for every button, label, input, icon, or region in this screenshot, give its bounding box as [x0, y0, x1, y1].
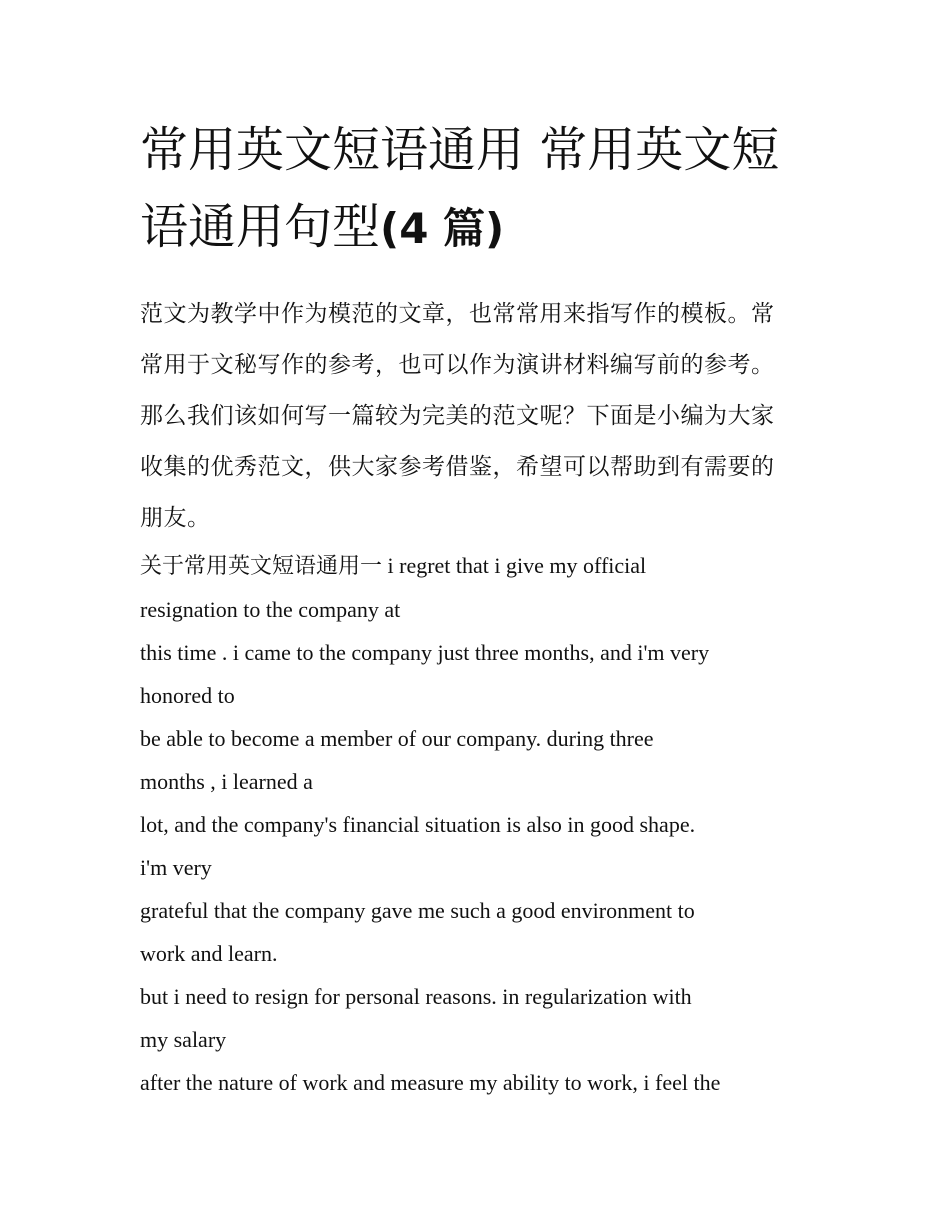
- body-line: grateful that the company gave me such a good environment to: [140, 898, 695, 923]
- body-line: this time . i came to the company just three months, and i'm very: [140, 640, 710, 665]
- title-line-1: 常用英文短语通用 常用英文短: [140, 122, 780, 178]
- body-line: months , i learned a: [140, 769, 313, 794]
- body-line: after the nature of work and measure my ability to work, i feel the: [140, 1070, 721, 1095]
- body-line: but i need to resign for personal reasons. in regularization with: [140, 984, 692, 1009]
- title-line-2-cjk: 语通用句型: [140, 199, 381, 255]
- body-line: i regret that i give my official: [382, 553, 647, 578]
- body-line: lot, and the company's financial situation is also in good shape.: [140, 812, 696, 837]
- intro-line: 朋友。: [140, 505, 211, 531]
- intro-line: 范文为教学中作为模范的文章，也常常用来指写作的模板。常: [140, 301, 775, 327]
- body-paragraph: [140, 544, 812, 1104]
- title-line-2: [140, 189, 812, 267]
- intro-line: 常用于文秘写作的参考，也可以作为演讲材料编写前的参考。: [140, 352, 775, 378]
- title-line-2-latin: (4 篇): [380, 204, 505, 253]
- body-line: work and learn.: [140, 941, 278, 966]
- body-line: be able to become a member of our company. during three: [140, 726, 654, 751]
- body-line: resignation to the company at: [140, 597, 401, 622]
- body-line: i'm very: [140, 855, 212, 880]
- document-title: [140, 112, 812, 267]
- intro-line: 那么我们该如何写一篇较为完美的范文呢？下面是小编为大家: [140, 403, 775, 429]
- document-page: [140, 112, 812, 1104]
- body-line-first: [140, 544, 812, 588]
- body-line: honored to: [140, 683, 235, 708]
- intro-paragraph: [140, 289, 812, 544]
- intro-line: 收集的优秀范文，供大家参考借鉴，希望可以帮助到有需要的: [140, 454, 775, 480]
- section-lead-heading: 关于常用英文短语通用一: [140, 554, 383, 579]
- body-line: my salary: [140, 1027, 227, 1052]
